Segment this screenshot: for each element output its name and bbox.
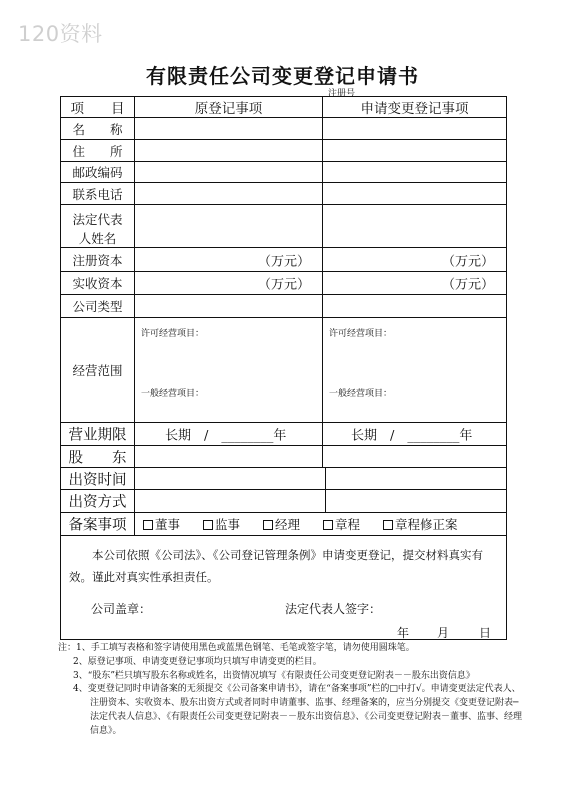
- row-address: [61, 140, 506, 162]
- field-new-contribution-method[interactable]: [326, 490, 506, 512]
- date-month-label: 月: [437, 626, 450, 640]
- field-original-business-scope[interactable]: [135, 318, 323, 422]
- declaration-text: 本公司依照《公司法》、《公司登记管理条例》申请变更登记，提交材料真实有效。谨此对真实性承担责任。: [69, 548, 483, 584]
- field-original-paid-capital[interactable]: [135, 272, 323, 294]
- label-postcode: 邮政编码: [72, 165, 123, 180]
- document-title: 有限责任公司变更登记申请书: [146, 64, 419, 88]
- checkbox-director[interactable]: 董事: [143, 515, 180, 533]
- term-text: 长期 / ________年: [351, 428, 473, 444]
- label-shareholders: 股 东: [68, 450, 127, 466]
- label-company-type: 公司类型: [72, 299, 123, 314]
- row-registered-capital: [61, 248, 506, 272]
- label-business-term: 营业期限: [68, 427, 127, 444]
- label-registered-capital: 注册资本: [72, 252, 123, 268]
- licensed-items-label: 许可经营项目：: [141, 329, 205, 339]
- watermark: 120资料: [18, 22, 103, 46]
- label-paid-capital: 实收资本: [72, 276, 123, 291]
- field-new-phone[interactable]: [323, 183, 506, 204]
- unit-label: （万元）: [441, 254, 494, 269]
- note-1: 注：1、手工填写表格和签字请使用黑色或蓝黑色钢笔、毛笔或签字笔，请勿使用圆珠笔。: [58, 643, 415, 653]
- checkbox-articles-amendment[interactable]: 章程修正案: [383, 515, 458, 533]
- field-new-address[interactable]: [323, 140, 506, 161]
- header-requested: 申请变更登记事项: [360, 101, 469, 117]
- row-contribution-method: [61, 490, 506, 513]
- label-phone: 联系电话: [72, 186, 123, 202]
- field-new-contribution-time[interactable]: [326, 468, 506, 489]
- field-original-phone[interactable]: [135, 183, 323, 204]
- field-original-address[interactable]: [135, 140, 323, 161]
- field-original-shareholders[interactable]: [135, 446, 323, 467]
- field-original-business-term[interactable]: [135, 423, 323, 445]
- label-address: 住 所: [72, 143, 123, 159]
- unit-label: （万元）: [257, 277, 310, 293]
- declaration-section: [61, 536, 506, 639]
- field-new-business-scope[interactable]: [323, 318, 506, 422]
- field-new-registered-capital[interactable]: [323, 248, 506, 271]
- company-seal-label: 公司盖章：: [91, 602, 152, 616]
- header-original: 原登记事项: [194, 101, 263, 117]
- field-original-postcode[interactable]: [135, 162, 323, 182]
- header-item: 项 目: [70, 101, 125, 117]
- unit-label: （万元）: [257, 254, 310, 269]
- field-new-paid-capital[interactable]: [323, 272, 506, 294]
- field-new-business-term[interactable]: [323, 423, 506, 445]
- row-business-term: [61, 423, 506, 446]
- label-legal-rep-line1: 法定代表: [72, 212, 123, 227]
- row-paid-capital: [61, 272, 506, 295]
- row-name: [61, 118, 506, 140]
- term-text: 长期 / ________年: [165, 428, 287, 444]
- note-4: 4、变更登记同时申请备案的无须提交《公司备案申请书》，请在“备案事项”栏的□中打√。申请变更法定代表人、注册资本、实收资本、股东出资方式或者同时申请董事、监事、经理备案的，应当分别提交《变更登记附表─法定代表人信息》、《有限责任公司变更登记附表－－股东出资信息》、《公司变更登记附表－董事、监事、经理信息》。: [73, 684, 523, 736]
- field-original-contribution-method[interactable]: [135, 490, 326, 512]
- registration-number-label: 注册号: [328, 89, 356, 99]
- unit-label: （万元）: [441, 277, 494, 293]
- application-form-table: [60, 96, 507, 640]
- field-original-name[interactable]: [135, 118, 323, 139]
- field-original-registered-capital[interactable]: [135, 248, 323, 271]
- label-contribution-method: 出资方式: [68, 494, 127, 511]
- field-original-contribution-time[interactable]: [135, 468, 326, 489]
- legal-rep-signature-label: 法定代表人签字：: [285, 602, 382, 616]
- row-business-scope: [61, 318, 506, 423]
- checkbox-articles[interactable]: 章程: [323, 515, 360, 533]
- licensed-items-label: 许可经营项目：: [329, 329, 393, 339]
- checkbox-manager[interactable]: 经理: [263, 515, 300, 533]
- checkbox-supervisor[interactable]: 监事: [203, 515, 240, 533]
- field-new-postcode[interactable]: [323, 162, 506, 182]
- field-original-legal-rep[interactable]: [135, 205, 323, 247]
- field-new-name[interactable]: [323, 118, 506, 139]
- general-items-label: 一般经营项目：: [329, 389, 393, 399]
- row-legal-rep: [61, 205, 506, 248]
- note-3: 3、“股东”栏只填写股东名称或姓名，出资情况填写《有限责任公司变更登记附表－－股东出资信息》: [73, 670, 475, 681]
- row-shareholders: [61, 446, 506, 468]
- field-new-shareholders[interactable]: [323, 446, 506, 467]
- general-items-label: 一般经营项目：: [141, 389, 205, 399]
- date-day-label: 日: [479, 626, 492, 640]
- label-legal-rep-line2: 人姓名: [78, 231, 117, 246]
- date-year-label: 年: [397, 626, 410, 640]
- row-phone: [61, 183, 506, 205]
- label-name: 名 称: [72, 121, 123, 137]
- field-new-legal-rep[interactable]: [323, 205, 506, 247]
- label-business-scope: 经营范围: [72, 363, 123, 378]
- field-original-company-type[interactable]: [135, 295, 323, 317]
- row-filing-items: [61, 513, 506, 536]
- notes-section: [58, 642, 523, 739]
- table-header-row: [61, 97, 506, 118]
- label-filing-items: 备案事项: [68, 517, 127, 534]
- row-contribution-time: [61, 468, 506, 490]
- row-company-type: [61, 295, 506, 318]
- field-new-company-type[interactable]: [323, 295, 506, 317]
- row-postcode: [61, 162, 506, 183]
- label-contribution-time: 出资时间: [68, 472, 127, 488]
- note-2: 2、原登记事项、申请变更登记事项均只填写申请变更的栏目。: [73, 656, 322, 667]
